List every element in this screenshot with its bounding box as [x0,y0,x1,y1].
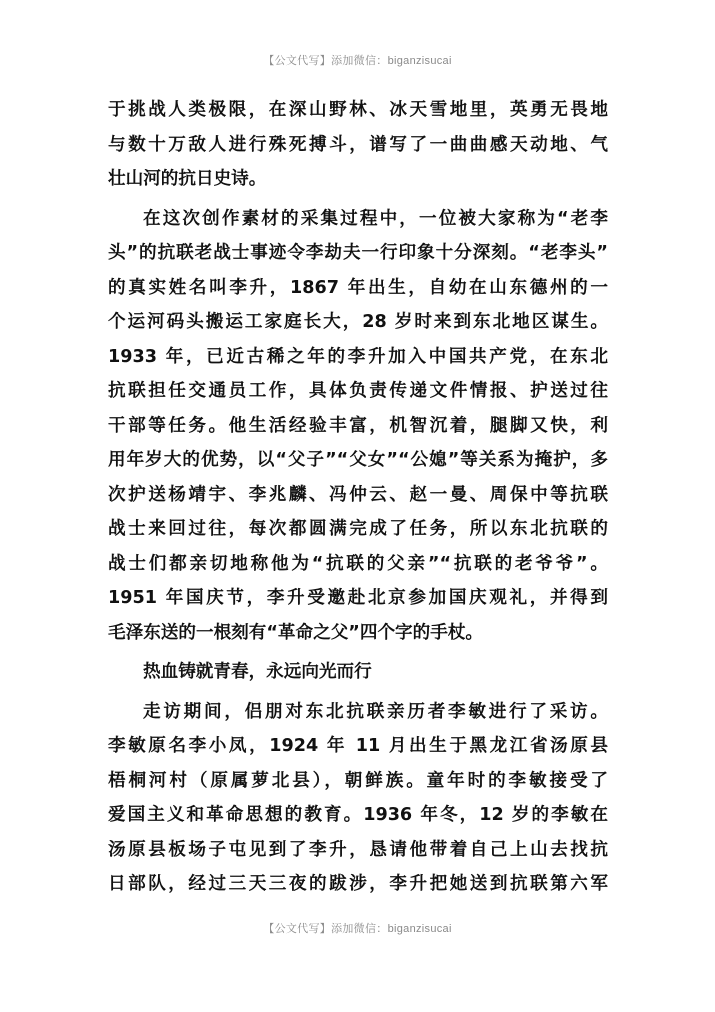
text-line: 李敏原名李小凤，1924 年 11 月出生于黑龙江省汤原县 [108,736,608,756]
text-line: 战士们都亲切地称他为“抗联的父亲”“抗联的老爷爷”。 [108,553,608,574]
text-line: 与数十万敌人进行殊死搏斗，谱写了一曲曲感天动地、气 [108,134,608,155]
header-watermark: 【公文代写】添加微信：biganzisucai [263,55,452,67]
text-line: 梧桐河村（原属萝北县），朝鲜族。童年时的李敏接受了 [108,770,608,791]
text-line: 1933 年，已近古稀之年的李升加入中国共产党，在东北 [108,346,608,367]
text-line: 次护送杨靖宇、李兆麟、冯仲云、赵一曼、周保中等抗联 [108,484,608,505]
text-line: 爱国主义和革命思想的教育。1936 年冬，12 岁的李敏在 [108,805,608,825]
text-line: 的真实姓名叫李升，1867 年出生，自幼在山东德州的一 [108,277,608,298]
document-body [108,93,608,902]
footer-watermark: 【公文代写】添加微信：biganzisucai [263,923,452,935]
text-line: 战士来回过往，每次都圆满完成了任务，所以东北抗联的 [108,519,608,539]
text-line: 壮山河的抗日史诗。 [108,169,267,189]
section-heading [108,655,608,690]
text-line: 用年岁大的优势，以“父子”“父女”“公媳”等关系为掩护，多 [108,450,608,470]
text-line: 在这次创作素材的采集过程中，一位被大家称为“老李 [143,208,608,229]
paragraph [108,695,608,902]
heading-text: 热血铸就青春，永远向光而行 [143,662,372,682]
text-line: 头”的抗联老战士事迹令李劫夫一行印象十分深刻。“老李头” [108,243,608,263]
text-line: 日部队，经过三天三夜的跋涉，李升把她送到抗联第六军 [108,874,608,894]
paragraph [108,93,608,197]
text-line: 走访期间，侣朋对东北抗联亲历者李敏进行了采访。 [143,701,608,722]
text-line: 干部等任务。他生活经验丰富，机智沉着，腿脚又快，利 [108,415,608,436]
text-line: 毛泽东送的一根刻有“革命之父”四个字的手杖。 [108,622,484,643]
text-line: 于挑战人类极限，在深山野林、冰天雪地里，英勇无畏地 [108,100,608,120]
text-line: 个运河码头搬运工家庭长大，28 岁时来到东北地区谋生。 [108,312,608,332]
text-line: 1951 年国庆节，李升受邀赴北京参加国庆观礼，并得到 [108,588,608,608]
paragraph [108,202,608,651]
text-line: 抗联担任交通员工作，具体负责传递文件情报、护送过往 [108,381,608,401]
text-line: 汤原县板场子屯见到了李升，恳请他带着自己上山去找抗 [108,839,608,860]
